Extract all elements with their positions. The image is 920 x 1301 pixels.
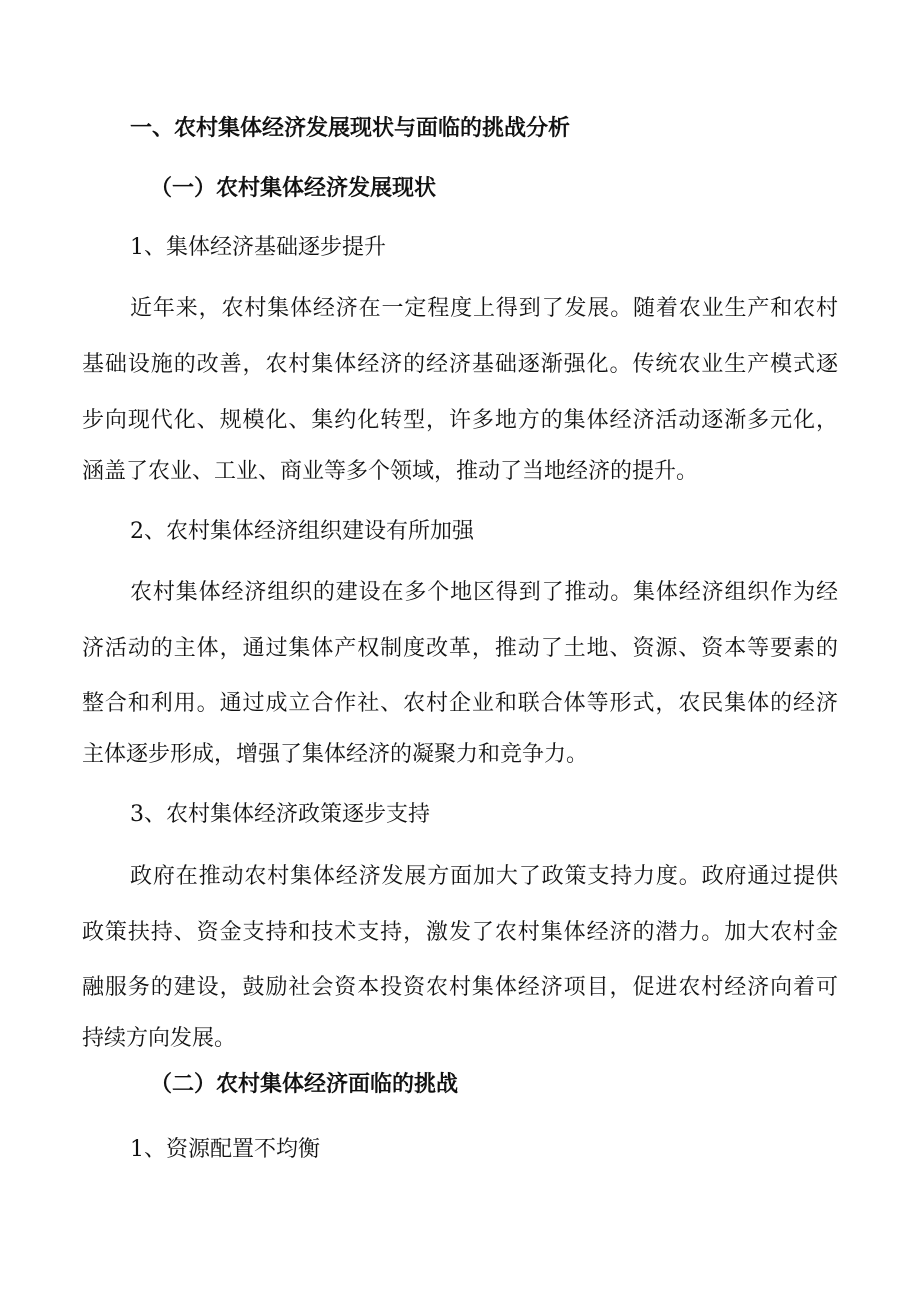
subheading-1-3: 3、农村集体经济政策逐步支持 xyxy=(130,802,430,827)
paragraph-line: 整合和利用。通过成立合作社、农村企业和联合体等形式，农民集体的经济 xyxy=(82,691,838,716)
main-heading: 一、农村集体经济发展现状与面临的挑战分析 xyxy=(130,115,571,141)
paragraph-line: 持续方向发展。 xyxy=(82,1026,237,1051)
subheading-1-2: 2、农村集体经济组织建设有所加强 xyxy=(130,519,474,544)
paragraph-line: 近年来，农村集体经济在一定程度上得到了发展。随着农业生产和农村 xyxy=(130,296,838,321)
paragraph-line: 融服务的建设，鼓励社会资本投资农村集体经济项目，促进农村经济向着可 xyxy=(82,975,838,1000)
subheading-1-1: 1、集体经济基础逐步提升 xyxy=(130,235,386,260)
paragraph-line: 政策扶持、资金支持和技术支持，激发了农村集体经济的潜力。加大农村金 xyxy=(82,920,838,945)
paragraph-line: 济活动的主体，通过集体产权制度改革，推动了土地、资源、资本等要素的 xyxy=(82,636,838,661)
paragraph-line: 农村集体经济组织的建设在多个地区得到了推动。集体经济组织作为经 xyxy=(130,580,838,605)
section-heading-2: （二）农村集体经济面临的挑战 xyxy=(150,1071,459,1097)
paragraph-line: 政府在推动农村集体经济发展方面加大了政策支持力度。政府通过提供 xyxy=(130,864,838,889)
paragraph-line: 涵盖了农业、工业、商业等多个领域，推动了当地经济的提升。 xyxy=(82,459,699,484)
section-heading-1: （一）农村集体经济发展现状 xyxy=(150,175,437,201)
paragraph-line: 主体逐步形成，增强了集体经济的凝聚力和竞争力。 xyxy=(82,742,589,767)
subheading-2-1: 1、资源配置不均衡 xyxy=(130,1137,320,1162)
paragraph-line: 步向现代化、规模化、集约化转型，许多地方的集体经济活动逐渐多元化， xyxy=(82,408,838,433)
paragraph-line: 基础设施的改善，农村集体经济的经济基础逐渐强化。传统农业生产模式逐 xyxy=(82,352,838,377)
